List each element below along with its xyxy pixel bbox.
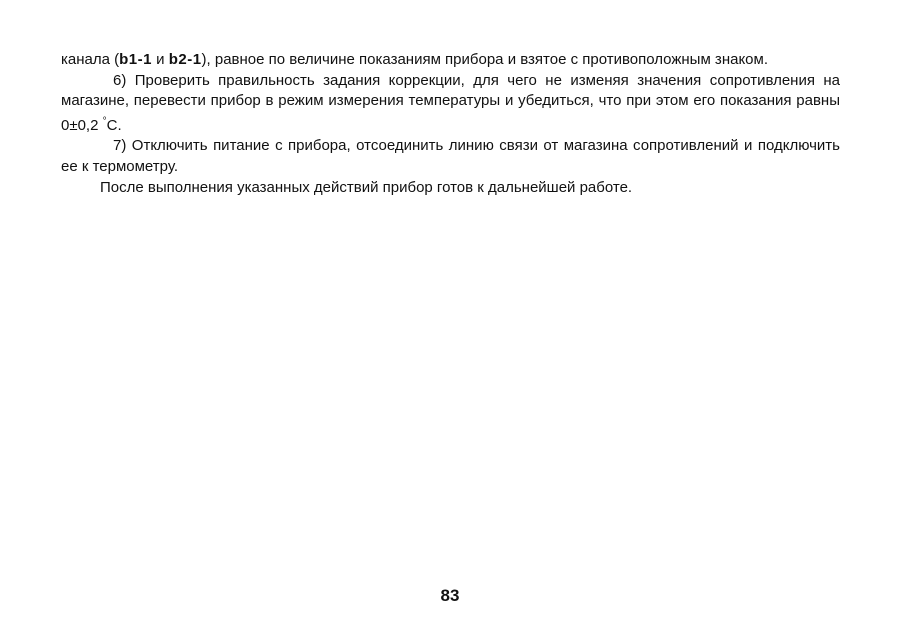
paragraph-2-text-a: 6) Проверить правильность задания коррекции, для чего не изменяя значения сопротивления на магазине, перевести прибор в режим измерения температуры и убедиться, что при этом его показания равны 0±0,2 [61,71,840,134]
paragraph-1-text-c: ), равное по величине показаниям прибора и взятое с противоположным знаком. [201,51,768,68]
paragraph-conclusion: После выполнения указанных действий прибор готов к дальнейшей работе. [100,178,633,196]
paragraph-step-6 [61,71,840,137]
paragraph-step-7: 7) Отключить питание с прибора, отсоединить линию связи от магазина сопротивлений и подключить ее к термометру. [61,137,840,175]
degree-symbol: ° [102,115,107,127]
page-number: 83 [440,586,460,605]
paragraph-2-text-b: С. [106,116,122,134]
paragraph-channel-correction [61,50,840,71]
channel-code-b1-1: b1-1 [119,51,152,68]
channel-code-b2-1: b2-1 [168,51,202,68]
paragraph-1-text-b: и [151,51,169,68]
paragraph-1-text-a: канала ( [61,51,120,68]
document-body [61,50,840,198]
